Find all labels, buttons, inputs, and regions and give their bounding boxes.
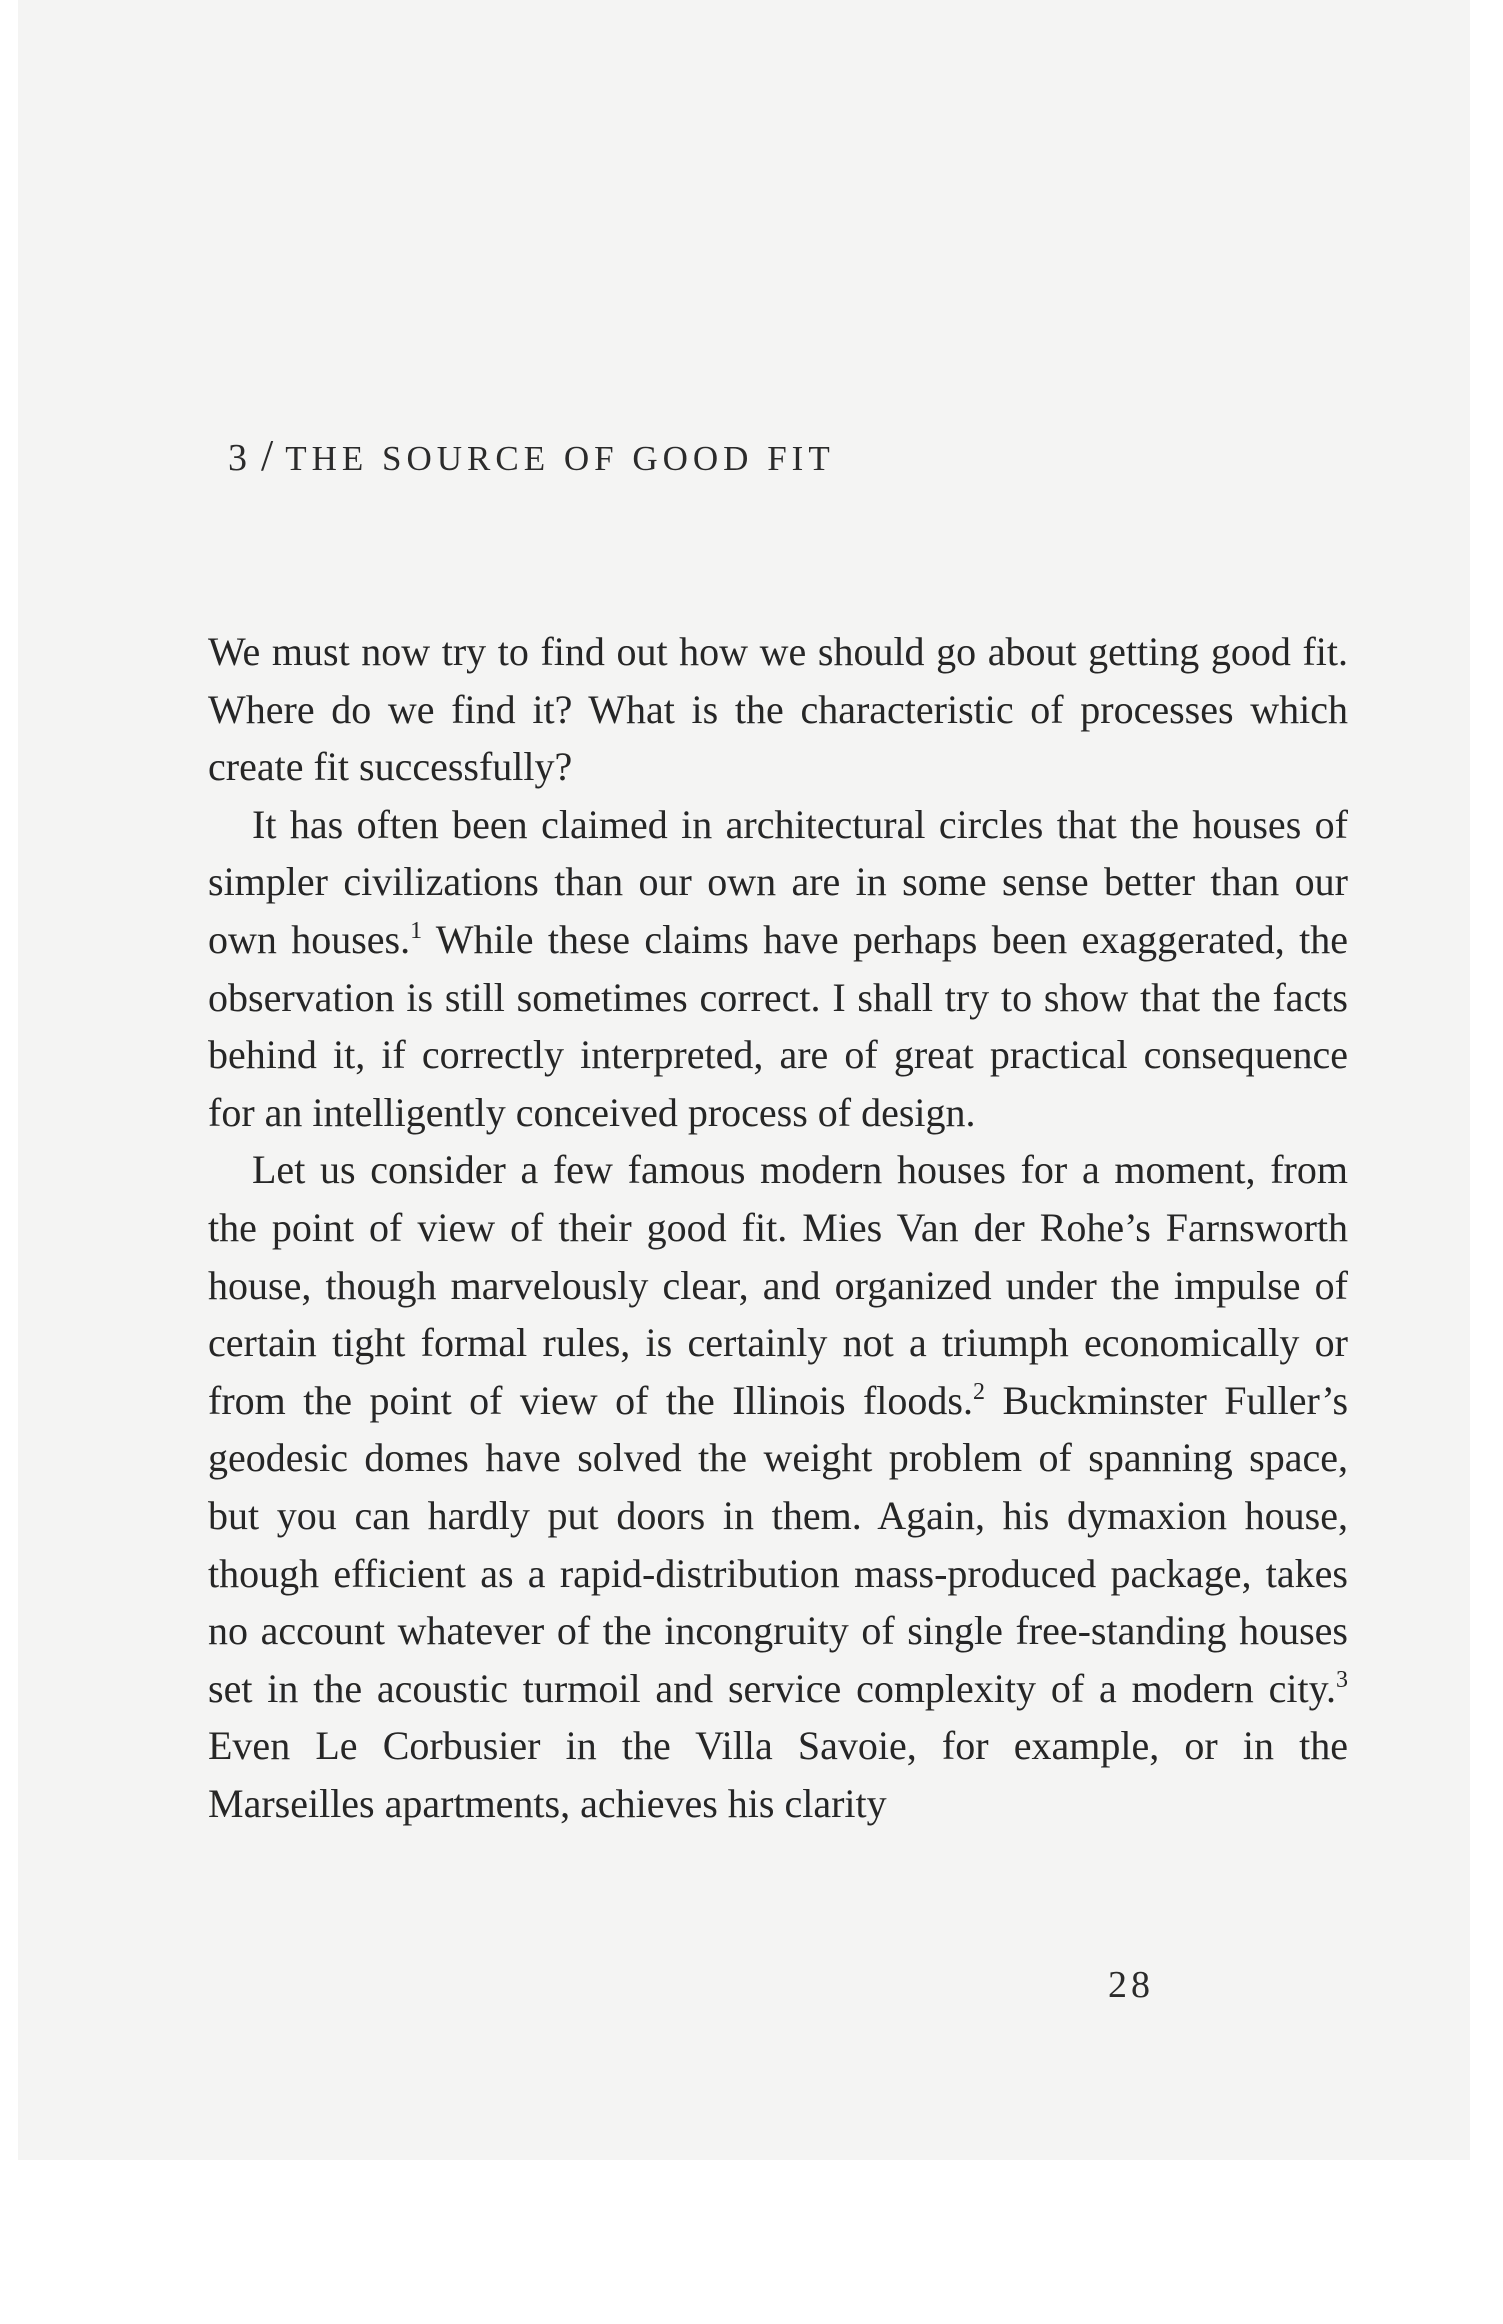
paragraph-text: Buckminster Fuller’s geodesic domes have solved the weight problem of spanning space, but you can hardly put doors in them. Again, his dymaxion house, though efficient as a rapid-distribution mass-produced package, takes no account whatever of the incongruity of single free-standing houses set in the acoustic turmoil and service complexity of a modern city. xyxy=(208,1377,1349,1711)
footnote-ref: 1 xyxy=(410,917,423,944)
footnote-ref: 3 xyxy=(1336,1666,1348,1693)
page-scan xyxy=(18,0,1470,2160)
paragraph-text: We must now try to find out how we should go about getting good fit. Where do we find it? What is the characteristic of processes which create fit successfully? xyxy=(208,629,1348,790)
chapter-separator: / xyxy=(261,431,274,480)
footnote-ref: 2 xyxy=(973,1378,985,1405)
paragraph-text: Let us consider a few famous modern houses for a moment, from the point of view of their good fit. Mies Van der Rohe’s Farnsworth house, though marvelously clear, and organized under the impulse of certain tight formal rules, is certainly not a triumph economically or from the point of view of the Illinois floods. xyxy=(208,1147,1348,1423)
chapter-title: THE SOURCE OF GOOD FIT xyxy=(285,439,835,478)
paragraph-text: It has often been claimed in architectural circles that the houses of simpler civilizations than our own are in some sense better than our own houses. xyxy=(208,801,1348,962)
paragraph-text: Even Le Corbusier in the Villa Savoie, for example, or in the Marseilles apartments, achieves his clarity xyxy=(208,1723,1348,1826)
chapter-number: 3 xyxy=(228,437,247,479)
paragraph xyxy=(208,796,1348,1142)
paragraph xyxy=(208,623,1348,796)
page-number: 28 xyxy=(1108,1964,1154,2006)
paragraph-text: While these claims have perhaps been exaggerated, the observation is still sometimes correct. I shall try to show that the facts behind it, if correctly interpreted, are of great practical consequence for an intelligently conceived process of design. xyxy=(208,916,1348,1135)
body-text xyxy=(208,623,1348,1832)
paragraph xyxy=(208,1141,1348,1832)
chapter-heading xyxy=(228,430,835,481)
